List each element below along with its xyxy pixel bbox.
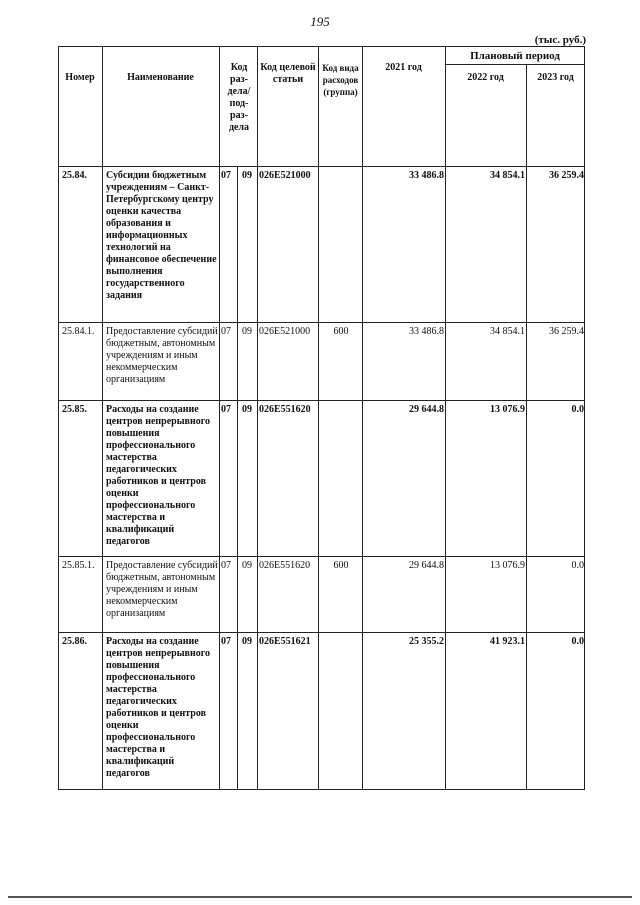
row-subsection: 09 bbox=[242, 560, 252, 571]
row-target: 026E521000 bbox=[259, 170, 311, 181]
row-2021: 33 486.8 bbox=[409, 326, 444, 337]
row-2023: 36 259.4 bbox=[549, 326, 584, 337]
header-expense: Код вида расходов (группа) bbox=[322, 63, 359, 97]
row-number: 25.86. bbox=[62, 636, 87, 647]
col-line-3 bbox=[257, 46, 258, 790]
row-target: 026E521000 bbox=[259, 326, 311, 337]
row-2023: 0.0 bbox=[571, 404, 584, 415]
units-label: (тыс. руб.) bbox=[534, 34, 586, 46]
row-2023: 0.0 bbox=[571, 636, 584, 647]
row-name: Предоставление субсидий бюджетным, автономным учреждениям и иным некоммерческим организациям bbox=[106, 560, 218, 619]
row-target: 026E551621 bbox=[259, 636, 311, 647]
header-top-line bbox=[58, 46, 585, 47]
row-2022: 13 076.9 bbox=[490, 404, 525, 415]
header-2021: 2021 год bbox=[385, 62, 422, 73]
row-expense: 600 bbox=[333, 560, 349, 571]
row-section: 07 bbox=[221, 326, 231, 337]
scan-edge-line bbox=[8, 896, 632, 898]
row-2022: 34 854.1 bbox=[490, 170, 525, 181]
row-target: 026E551620 bbox=[259, 404, 311, 415]
row-section: 07 bbox=[221, 404, 231, 415]
row-2022: 41 923.1 bbox=[490, 636, 525, 647]
row-2023: 36 259.4 bbox=[549, 170, 584, 181]
row-2021: 29 644.8 bbox=[409, 404, 444, 415]
col-line-6 bbox=[445, 46, 446, 790]
row-expense: 600 bbox=[333, 326, 349, 337]
header-number: Номер bbox=[65, 72, 95, 83]
row-section: 07 bbox=[221, 170, 231, 181]
header-2022: 2022 год bbox=[467, 72, 504, 83]
row-divider bbox=[58, 632, 585, 633]
col-line-5 bbox=[362, 46, 363, 790]
row-section: 07 bbox=[221, 636, 231, 647]
col-line-8 bbox=[584, 46, 585, 790]
row-name: Расходы на создание центров непрерывного повышения профессионального мастерства педагогических работников и центров оценки профессионального мастерства и квалификаций педагогов bbox=[106, 636, 210, 779]
col-line-1 bbox=[102, 46, 103, 790]
row-subsection: 09 bbox=[242, 636, 252, 647]
row-2022: 34 854.1 bbox=[490, 326, 525, 337]
row-name: Расходы на создание центров непрерывного повышения профессионального мастерства педагогических работников и центров оценки профессионального мастерства и квалификаций педагогов bbox=[106, 404, 210, 547]
row-number: 25.84. bbox=[62, 170, 87, 181]
row-target: 026E551620 bbox=[259, 560, 311, 571]
row-subsection: 09 bbox=[242, 326, 252, 337]
row-divider bbox=[58, 400, 585, 401]
row-2023: 0.0 bbox=[571, 560, 584, 571]
row-divider bbox=[58, 789, 585, 790]
row-2021: 29 644.8 bbox=[409, 560, 444, 571]
row-2021: 25 355.2 bbox=[409, 636, 444, 647]
row-divider bbox=[58, 322, 585, 323]
row-name: Субсидии бюджетным учреждениям – Санкт-Петербургскому центру оценки качества образования и информационных технологий на финансовое обеспечение выполнения государственного задания bbox=[106, 170, 217, 301]
row-number: 25.85. bbox=[62, 404, 87, 415]
row-number: 25.85.1. bbox=[62, 560, 95, 571]
planned-period-line bbox=[445, 64, 585, 65]
row-subsection: 09 bbox=[242, 404, 252, 415]
row-subsection: 09 bbox=[242, 170, 252, 181]
header-planned-period: Плановый период bbox=[470, 50, 560, 62]
header-section: Код раз- дела/ под- раз- дела bbox=[227, 62, 251, 133]
row-name: Предоставление субсидий бюджетным, автономным учреждениям и иным некоммерческим организациям bbox=[106, 326, 218, 385]
col-line-2b bbox=[237, 166, 238, 790]
header-name: Наименование bbox=[127, 72, 194, 83]
row-2021: 33 486.8 bbox=[409, 170, 444, 181]
col-line-2 bbox=[219, 46, 220, 790]
row-number: 25.84.1. bbox=[62, 326, 95, 337]
col-line-0 bbox=[58, 46, 59, 790]
row-divider bbox=[58, 556, 585, 557]
page-number: 195 bbox=[310, 14, 330, 29]
header-2023: 2023 год bbox=[537, 72, 574, 83]
col-line-4 bbox=[318, 46, 319, 790]
header-bottom-line bbox=[58, 166, 585, 167]
row-2022: 13 076.9 bbox=[490, 560, 525, 571]
row-section: 07 bbox=[221, 560, 231, 571]
header-target: Код целевой статьи bbox=[260, 62, 316, 85]
